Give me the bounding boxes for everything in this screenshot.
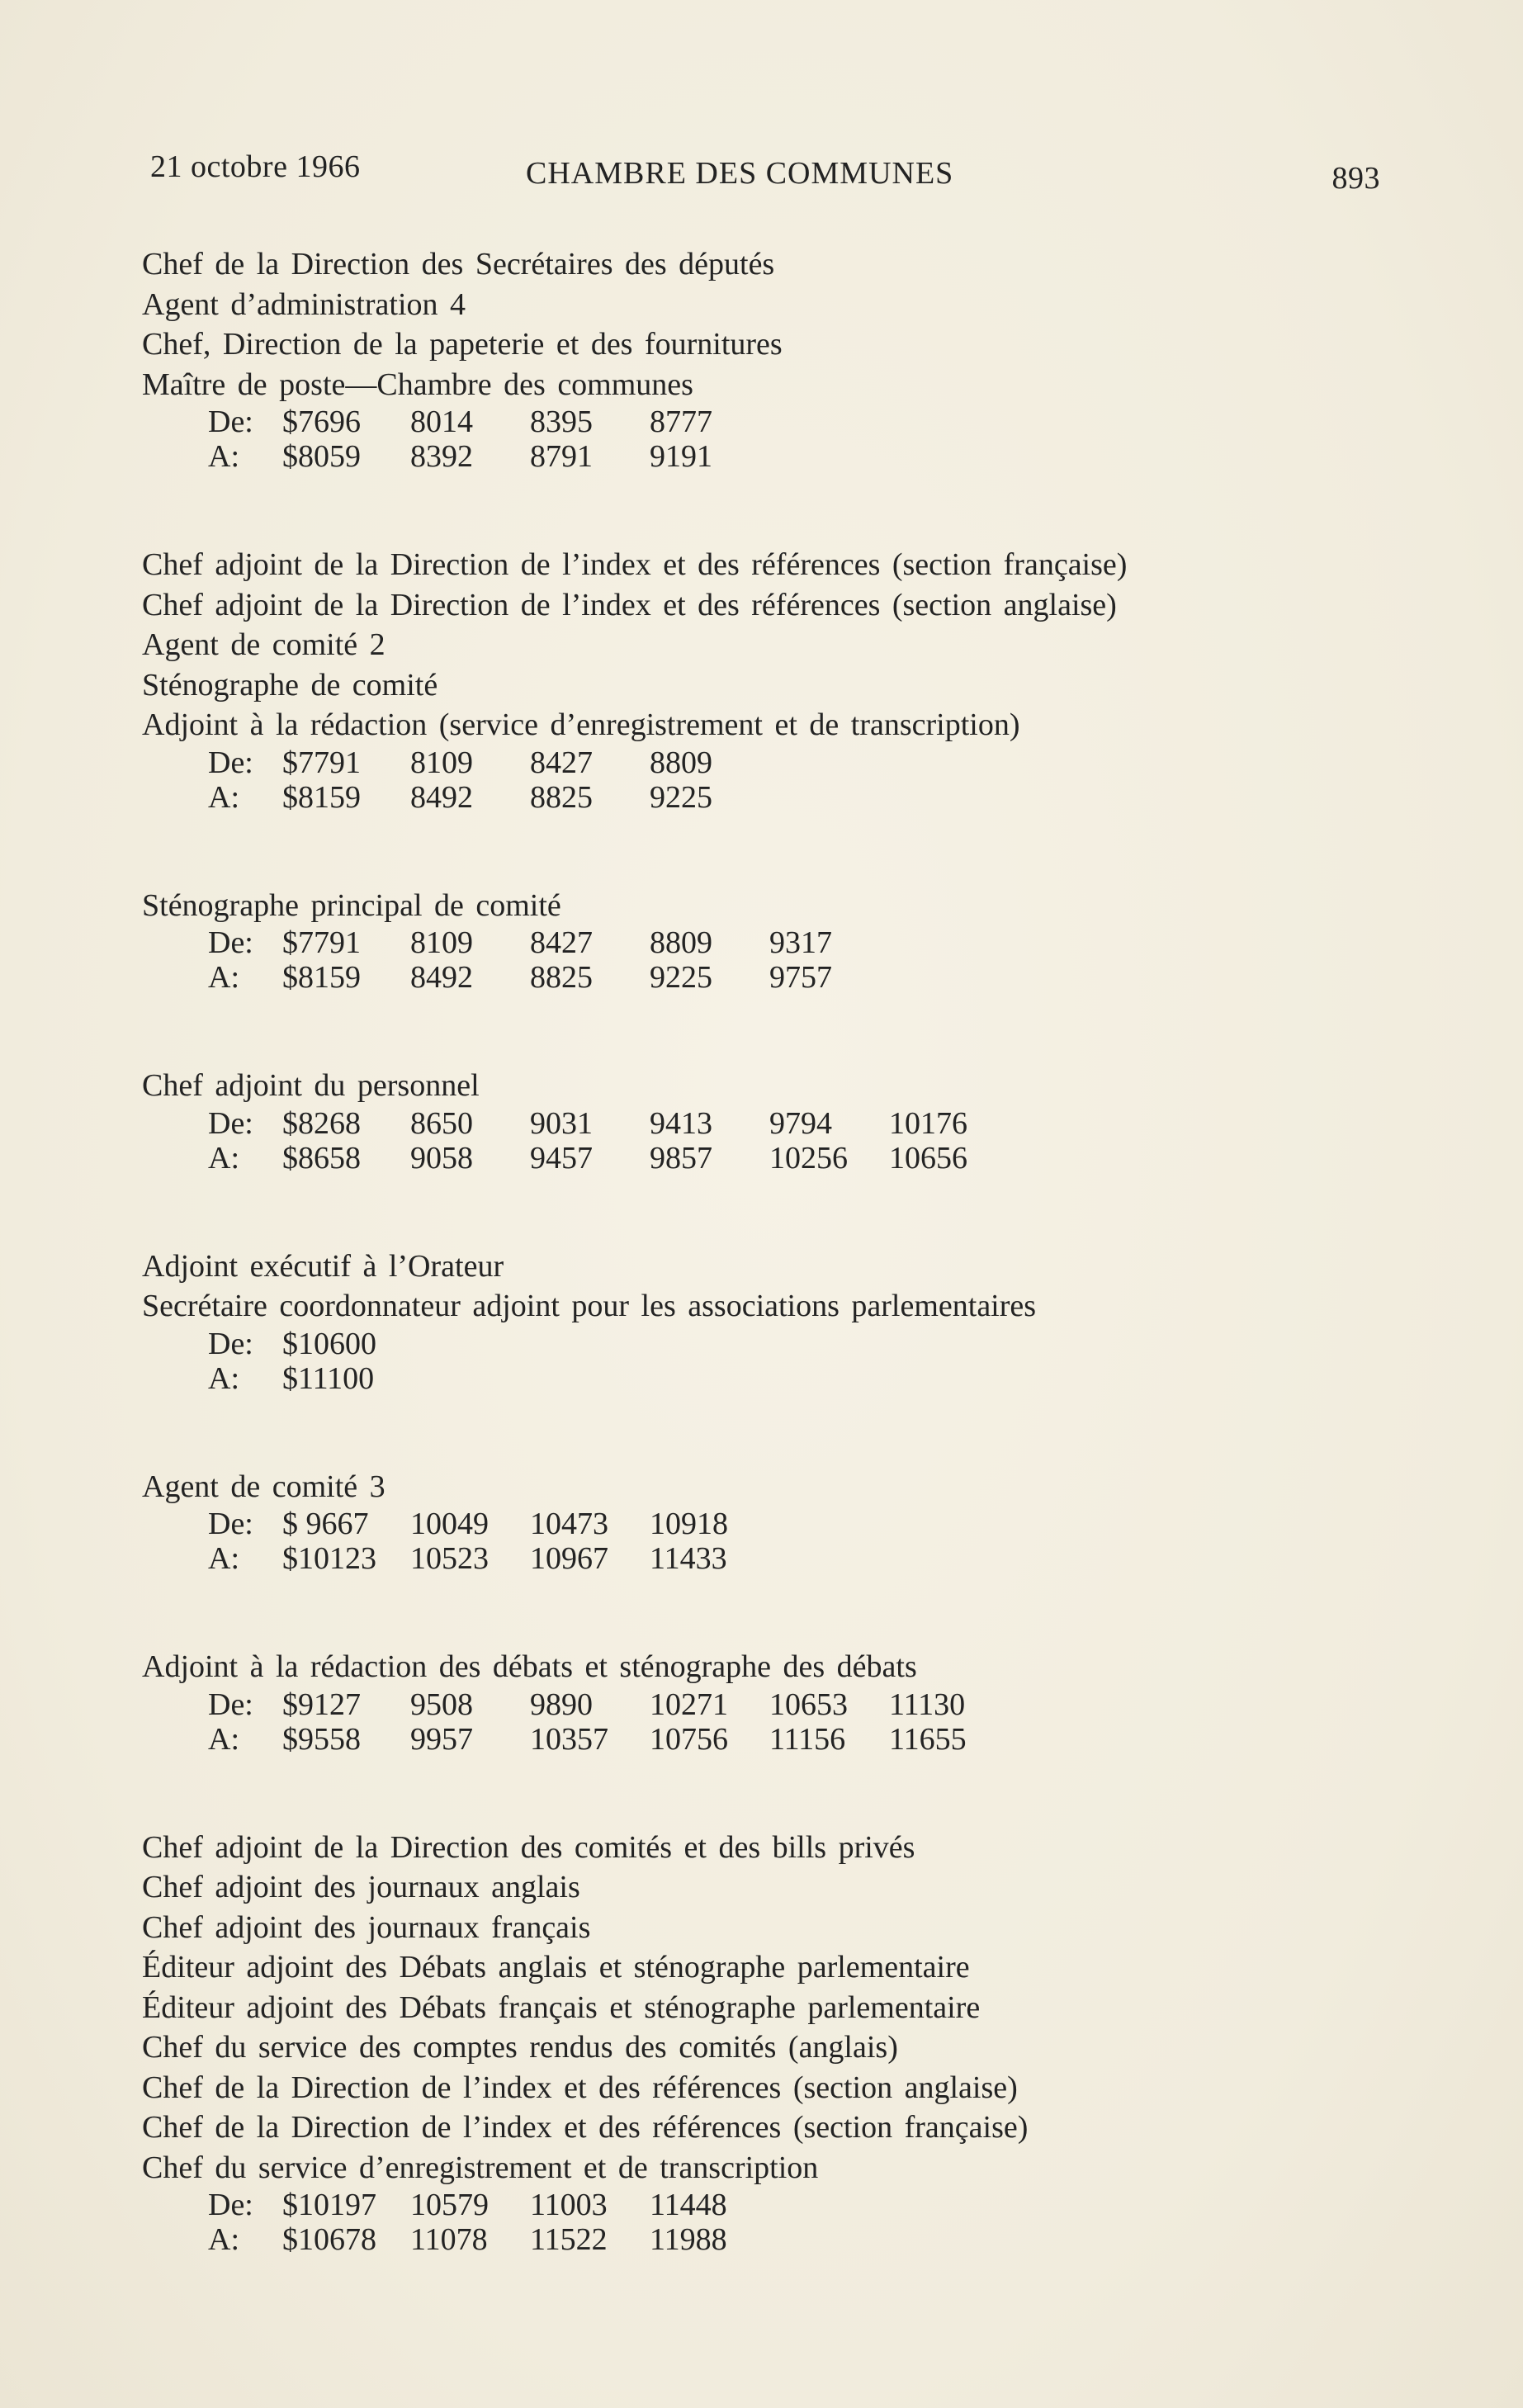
- page-header: [150, 149, 1380, 198]
- salary-value: 8109: [410, 745, 473, 780]
- position-title: Agent d’administration 4: [142, 286, 466, 322]
- rate-label: A:: [208, 779, 239, 815]
- salary-value: $8658: [282, 1140, 361, 1176]
- position-title: Chef de la Direction de l’index et des références (section française): [142, 2110, 1029, 2145]
- rate-label: De:: [208, 925, 253, 960]
- page-number: 893: [1331, 161, 1380, 196]
- salary-value: 10656: [889, 1140, 967, 1176]
- salary-value: 11130: [889, 1687, 966, 1722]
- salary-row: [208, 1327, 1397, 1361]
- salary-section: [142, 1647, 1397, 1757]
- position-title: Maître de poste—Chambre des communes: [142, 367, 693, 402]
- salary-value: 11655: [889, 1721, 967, 1757]
- salary-value: 10176: [889, 1105, 967, 1141]
- rate-label: De:: [208, 745, 253, 780]
- salary-section: [142, 1066, 1397, 1176]
- salary-section: [142, 1247, 1397, 1396]
- rate-label: A:: [208, 960, 239, 995]
- salary-value: 8395: [530, 404, 593, 439]
- salary-value: $9558: [282, 1721, 361, 1757]
- salary-value: $10197: [282, 2188, 376, 2222]
- salary-row: [208, 780, 1397, 815]
- salary-value: 8791: [530, 439, 593, 474]
- salary-row: [208, 439, 1397, 474]
- salary-value: $10678: [282, 2222, 376, 2257]
- salary-value: $7791: [282, 745, 361, 780]
- salary-value: $8159: [282, 960, 361, 995]
- salary-row: [208, 404, 1397, 439]
- position-title: Chef adjoint de la Direction de l’index et des références (section française): [142, 547, 1128, 582]
- salary-row: [208, 960, 1397, 995]
- rate-label: A:: [208, 1140, 239, 1176]
- rate-label: De:: [208, 2188, 253, 2222]
- position-title: Secrétaire coordonnateur adjoint pour les associations parlementaires: [142, 1289, 1037, 1323]
- salary-value: 11522: [530, 2222, 608, 2257]
- salary-value: 9031: [530, 1105, 593, 1141]
- position-title: Adjoint à la rédaction (service d’enregistrement et de transcription): [142, 707, 1020, 742]
- position-title: Chef de la Direction de l’index et des références (section anglaise): [142, 2070, 1018, 2105]
- position-title: Éditeur adjoint des Débats anglais et sténographe parlementaire: [142, 1950, 970, 1985]
- rate-label: De:: [208, 1687, 253, 1722]
- position-title: Agent de comité 2: [142, 627, 385, 662]
- salary-value: 10049: [410, 1507, 489, 1541]
- position-title: Chef adjoint de la Direction de l’index et des références (section anglaise): [142, 587, 1117, 622]
- salary-value: $10123: [282, 1541, 376, 1576]
- salary-value: $8159: [282, 779, 361, 815]
- salary-row: [208, 2222, 1397, 2257]
- salary-value: 9794: [769, 1105, 832, 1141]
- position-title: Sténographe principal de comité: [142, 887, 561, 923]
- salary-row: [208, 1361, 1397, 1396]
- salary-value: $11100: [282, 1360, 375, 1396]
- rate-label: A:: [208, 1541, 239, 1576]
- salary-value: 8014: [410, 404, 473, 439]
- salary-section: [142, 244, 1397, 474]
- salary-section: [142, 1828, 1397, 2258]
- salary-value: 11988: [650, 2222, 727, 2257]
- position-title: Éditeur adjoint des Débats français et sténographe parlementaire: [142, 1989, 981, 2025]
- salary-value: 9890: [530, 1687, 593, 1722]
- salary-value: 9413: [650, 1105, 712, 1141]
- salary-row: [208, 2188, 1397, 2222]
- position-title: Agent de comité 3: [142, 1469, 385, 1504]
- salary-value: 9191: [650, 439, 712, 474]
- salary-value: 8427: [530, 745, 593, 780]
- salary-section: [142, 545, 1397, 815]
- rate-label: De:: [208, 1507, 253, 1541]
- header-date: 21 octobre 1966: [150, 149, 361, 184]
- position-title: Chef adjoint du personnel: [142, 1068, 480, 1103]
- salary-row: [208, 1141, 1397, 1176]
- salary-value: 8825: [530, 960, 593, 995]
- salary-value: 10967: [530, 1541, 608, 1576]
- salary-value: 11078: [410, 2222, 488, 2257]
- salary-row: [208, 1106, 1397, 1141]
- salary-row: [208, 925, 1397, 960]
- salary-value: 11003: [530, 2188, 608, 2222]
- salary-value: 8809: [650, 925, 712, 960]
- salary-row: [208, 745, 1397, 780]
- salary-value: 9957: [410, 1721, 473, 1757]
- salary-value: 8825: [530, 779, 593, 815]
- document-body: [142, 244, 1397, 2328]
- salary-value: 8427: [530, 925, 593, 960]
- salary-value: 10653: [769, 1687, 848, 1722]
- salary-row: [208, 1541, 1397, 1576]
- salary-value: 10271: [650, 1687, 728, 1722]
- rate-label: A:: [208, 1360, 239, 1396]
- salary-value: 9058: [410, 1140, 473, 1176]
- position-title: Sténographe de comité: [142, 667, 438, 703]
- salary-value: 9757: [769, 960, 832, 995]
- salary-value: 9225: [650, 779, 712, 815]
- salary-value: 8777: [650, 404, 712, 439]
- salary-value: 9225: [650, 960, 712, 995]
- position-title: Chef, Direction de la papeterie et des fournitures: [142, 327, 783, 362]
- position-title: Adjoint exécutif à l’Orateur: [142, 1248, 504, 1284]
- position-title: Chef adjoint des journaux français: [142, 1909, 591, 1945]
- salary-value: $8268: [282, 1105, 361, 1141]
- salary-row: [208, 1722, 1397, 1757]
- salary-value: 10579: [410, 2188, 489, 2222]
- salary-value: 10357: [530, 1721, 608, 1757]
- rate-label: A:: [208, 2222, 239, 2257]
- salary-row: [208, 1507, 1397, 1541]
- salary-value: 8492: [410, 779, 473, 815]
- position-title: Chef adjoint de la Direction des comités et des bills privés: [142, 1829, 915, 1865]
- rate-label: De:: [208, 404, 253, 439]
- salary-value: 10473: [530, 1507, 608, 1541]
- rate-label: A:: [208, 439, 239, 474]
- position-title: Chef adjoint des journaux anglais: [142, 1870, 580, 1904]
- salary-value: 9508: [410, 1687, 473, 1722]
- rate-label: A:: [208, 1721, 239, 1757]
- salary-value: 10523: [410, 1541, 489, 1576]
- salary-row: [208, 1687, 1397, 1722]
- salary-section: [142, 886, 1397, 996]
- salary-value: $ 9667: [282, 1507, 369, 1541]
- salary-value: 10256: [769, 1140, 848, 1176]
- salary-value: 11448: [650, 2188, 727, 2222]
- salary-value: $10600: [282, 1326, 376, 1361]
- header-title: CHAMBRE DES COMMUNES: [526, 156, 954, 191]
- salary-value: 8492: [410, 960, 473, 995]
- salary-value: $7791: [282, 925, 361, 960]
- rate-label: De:: [208, 1105, 253, 1141]
- position-title: Chef de la Direction des Secrétaires des députés: [142, 247, 775, 281]
- salary-value: 10756: [650, 1721, 728, 1757]
- rate-label: De:: [208, 1326, 253, 1361]
- salary-value: 10918: [650, 1507, 728, 1541]
- position-title: Chef du service des comptes rendus des comités (anglais): [142, 2030, 898, 2065]
- salary-value: 9457: [530, 1140, 593, 1176]
- salary-value: 11433: [650, 1541, 727, 1576]
- salary-value: $7696: [282, 404, 361, 439]
- salary-value: $8059: [282, 439, 361, 474]
- salary-value: 9317: [769, 925, 832, 960]
- salary-value: 8809: [650, 745, 712, 780]
- salary-value: 8392: [410, 439, 473, 474]
- position-title: Chef du service d’enregistrement et de transcription: [142, 2150, 819, 2185]
- salary-value: 11156: [769, 1721, 846, 1757]
- position-title: Adjoint à la rédaction des débats et sténographe des débats: [142, 1649, 917, 1684]
- salary-section: [142, 1467, 1397, 1577]
- salary-value: 8650: [410, 1105, 473, 1141]
- salary-value: 9857: [650, 1140, 712, 1176]
- salary-value: $9127: [282, 1687, 361, 1722]
- salary-value: 8109: [410, 925, 473, 960]
